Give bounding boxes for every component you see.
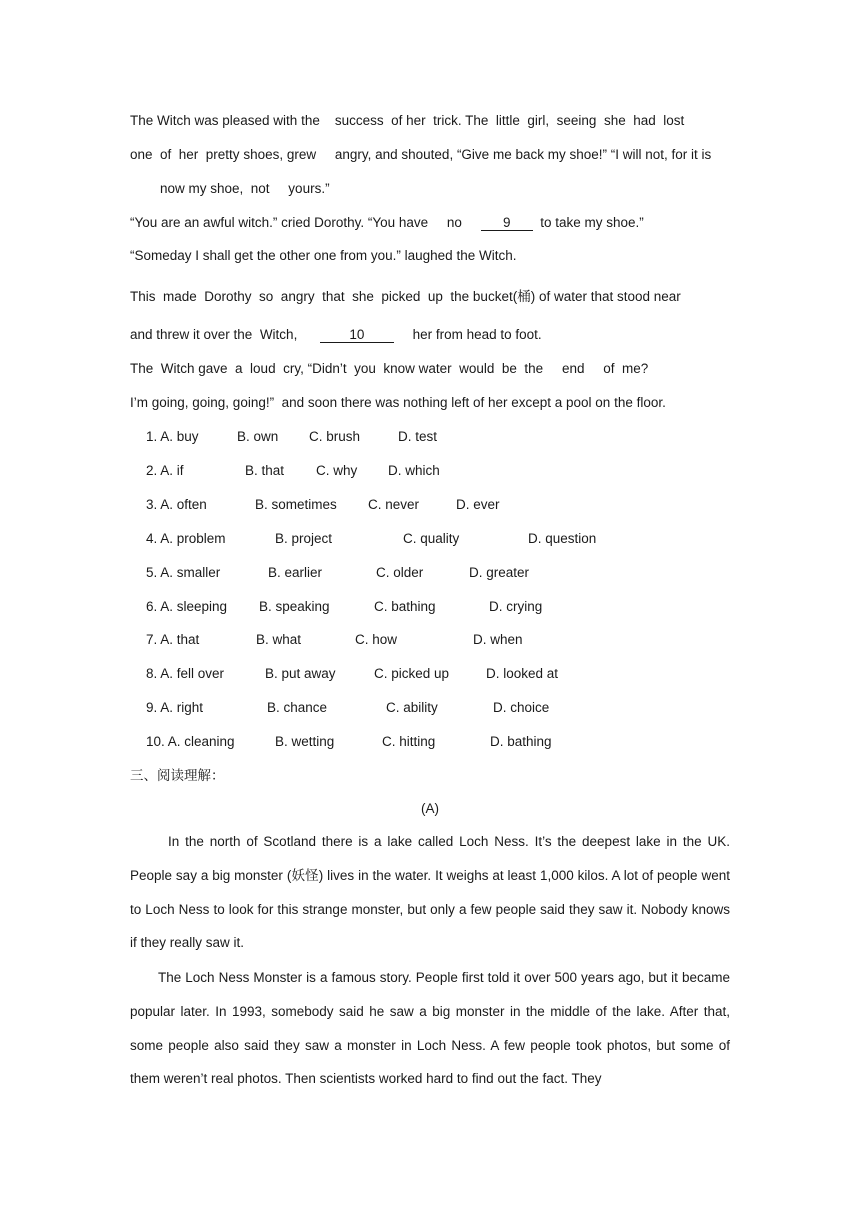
option-a: 5. A. smaller (146, 565, 221, 580)
option-b: B. earlier (268, 565, 323, 580)
story-line-2: one of her pretty shoes, grew angry, and shouted, “Give me back my shoe!” “I will not, for it is (130, 147, 712, 162)
option-a: 3. A. often (146, 497, 207, 512)
story-line-4-start: “You are an awful witch.” cried Dorothy. “You have no (130, 215, 462, 230)
blank-9: 9 (481, 215, 533, 231)
story-line-9: I’m going, going, going!” and soon there was nothing left of her except a pool on the floor. (130, 395, 666, 410)
story-line-8: The Witch gave a loud cry, “Didn’t you know water would be the end of me? (130, 361, 649, 376)
option-c: C. quality (403, 531, 460, 546)
option-b: B. what (256, 632, 302, 647)
paragraph-2 (130, 961, 730, 1096)
story-line-3: now my shoe, not yours.” (160, 181, 330, 196)
option-a: 1. A. buy (146, 429, 199, 444)
option-c: C. brush (309, 429, 361, 444)
option-d: D. ever (456, 497, 500, 512)
story-line-5: “Someday I shall get the other one from you.” laughed the Witch. (130, 248, 517, 263)
option-c: C. picked up (374, 666, 450, 681)
option-b: B. chance (267, 700, 328, 715)
option-d: D. which (388, 463, 440, 478)
option-b: B. put away (265, 666, 336, 681)
option-b: B. that (245, 463, 285, 478)
option-a: 7. A. that (146, 632, 200, 647)
paragraph-1 (130, 825, 730, 960)
story-line-1: The Witch was pleased with the success of her trick. The little girl, seeing she had lost (130, 113, 685, 128)
option-d: D. greater (469, 565, 530, 580)
option-d: D. test (398, 429, 438, 444)
option-b: B. wetting (275, 734, 335, 749)
option-c: C. why (316, 463, 358, 478)
option-c: C. bathing (374, 599, 436, 614)
blank-10: 10 (320, 327, 394, 343)
option-a: 9. A. right (146, 700, 204, 715)
option-d: D. when (473, 632, 523, 647)
story-line-7-start: and threw it over the Witch, (130, 327, 298, 342)
option-d: D. question (528, 531, 597, 546)
story-line-7-end: her from head to foot. (412, 327, 542, 342)
option-a: 10. A. cleaning (146, 734, 235, 749)
section-title: 三、阅读理解： (130, 768, 225, 784)
option-d: D. looked at (486, 666, 559, 681)
passage-label: (A) (421, 801, 439, 816)
option-a: 6. A. sleeping (146, 599, 228, 614)
option-b: B. own (237, 429, 279, 444)
option-c: C. never (368, 497, 420, 512)
option-b: B. project (275, 531, 333, 546)
option-b: B. sometimes (255, 497, 337, 512)
story-line-4-end: to take my shoe.” (540, 215, 644, 230)
paragraph-2-text: The Loch Ness Monster is a famous story. People first told it over 500 years ago, but it became popular later. In 1993, somebody said he saw a big monster in the middle of the lake. After that, some people also said they saw a monster in Loch Ness. A few people took photos, but some of them weren’t real photos. Then scientists worked hard to find out the fact. They (130, 970, 730, 1087)
option-c: C. older (376, 565, 424, 580)
option-a: 8. A. fell over (146, 666, 225, 681)
option-c: C. hitting (382, 734, 436, 749)
paragraph-1-text: In the north of Scotland there is a lake called Loch Ness. It’s the deepest lake in the UK. People say a big monster (妖怪) lives in the water. It weighs at least 1,000 kilos. A lot of people went to Loch Ness to look for this strange monster, but only a few people said they saw it. Nobody knows if they really saw it. (130, 834, 730, 951)
option-d: D. crying (489, 599, 543, 614)
story-line-4 (130, 214, 644, 232)
option-c: C. how (355, 632, 398, 647)
option-b: B. speaking (259, 599, 330, 614)
option-a: 2. A. if (146, 463, 184, 478)
story-line-7 (130, 326, 542, 344)
option-d: D. choice (493, 700, 550, 715)
option-a: 4. A. problem (146, 531, 226, 546)
option-d: D. bathing (490, 734, 552, 749)
story-line-6: This made Dorothy so angry that she picked up the bucket(桶) of water that stood near (130, 289, 681, 304)
option-c: C. ability (386, 700, 438, 715)
